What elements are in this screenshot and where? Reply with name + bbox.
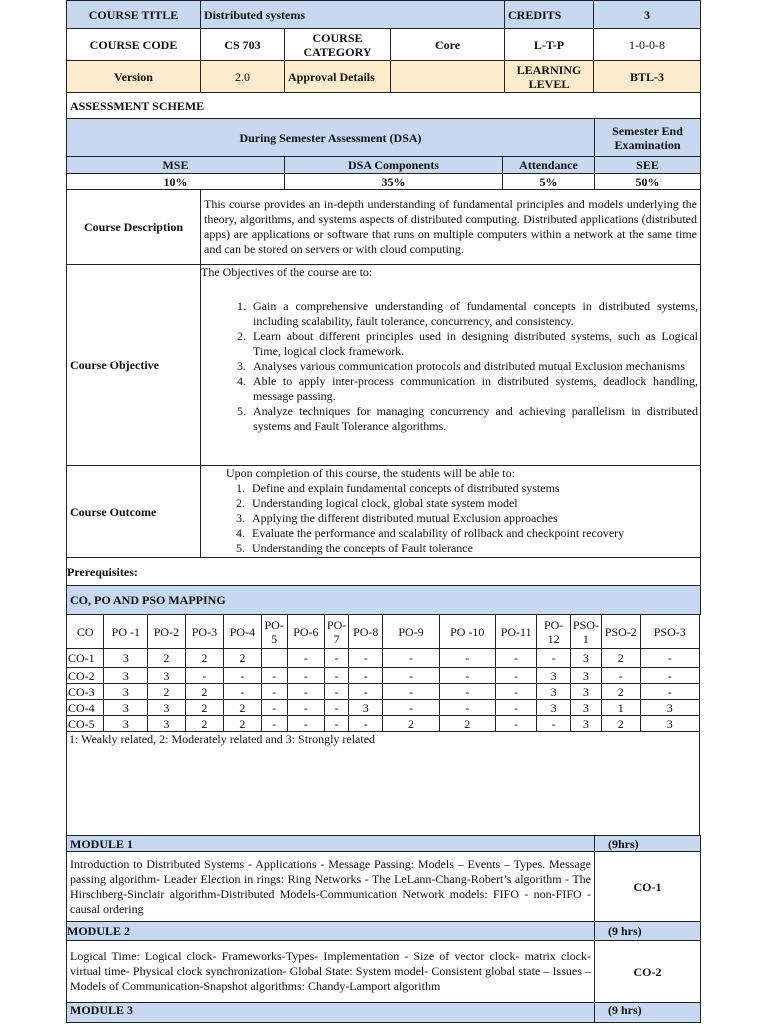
- mapping-cell: -: [602, 668, 641, 684]
- course-category-label: COURSE CATEGORY: [285, 29, 391, 61]
- mapping-cell: -: [349, 668, 383, 684]
- outcome-item: 5. Understanding the concepts of Fault tolerance: [248, 541, 697, 556]
- mapping-cell: -: [640, 668, 699, 684]
- learning-level-value: BTL-3: [594, 61, 701, 93]
- mapping-header: PSO-2: [602, 615, 641, 649]
- mapping-note: 1: Weakly related, 2: Moderately related and 3: Strongly related: [67, 732, 700, 836]
- mapping-cell: 2: [224, 649, 261, 668]
- mapping-cell: -: [640, 649, 699, 668]
- mapping-cell: -: [495, 649, 537, 668]
- module-1-hours: (9hrs): [595, 836, 701, 852]
- mapping-header: PO-8: [349, 615, 383, 649]
- mse-label: MSE: [67, 157, 285, 174]
- mapping-cell: 3: [104, 716, 148, 732]
- mapping-cell: -: [261, 700, 287, 716]
- course-outcome-content: [201, 466, 701, 558]
- mapping-cell: 3: [570, 700, 601, 716]
- approval-label: Approval Details: [285, 61, 391, 93]
- mapping-cell: -: [287, 700, 324, 716]
- mapping-cell: 2: [185, 684, 224, 700]
- mapping-cell: -: [349, 716, 383, 732]
- mse-value: 10%: [67, 174, 285, 190]
- mapping-cell: -: [383, 684, 439, 700]
- mapping-cell: -: [185, 668, 224, 684]
- mapping-header: PO-7: [325, 615, 349, 649]
- mapping-header: PO -1: [104, 615, 148, 649]
- mapping-cell: 3: [104, 700, 148, 716]
- mapping-cell: -: [537, 649, 570, 668]
- prerequisites-label: Prerequisites:: [67, 558, 701, 586]
- version-value: 2.0: [201, 61, 285, 93]
- dsa-components-label: DSA Components: [285, 157, 503, 174]
- mapping-cell: -: [383, 649, 439, 668]
- mapping-cell: 2: [602, 649, 641, 668]
- mapping-cell: 2: [185, 716, 224, 732]
- course-description-label: Course Description: [67, 190, 201, 265]
- mapping-cell: -: [383, 700, 439, 716]
- assessment-table: [66, 92, 701, 190]
- mapping-cell: 3: [570, 668, 601, 684]
- mapping-cell: -: [325, 668, 349, 684]
- mapping-cell: 2: [148, 684, 185, 700]
- mapping-cell: -: [640, 684, 699, 700]
- mapping-cell: 2: [148, 649, 185, 668]
- dsa-components-value: 35%: [285, 174, 503, 190]
- objective-item: 4. Able to apply inter-process communication in distributed systems, deadlock handling, message passing.: [249, 374, 698, 404]
- co-po-mapping-table: [66, 614, 700, 836]
- mapping-cell: [261, 649, 287, 668]
- mapping-cell: -: [287, 668, 324, 684]
- module-1-co: CO-1: [595, 852, 701, 922]
- mapping-header: PO-6: [287, 615, 324, 649]
- attendance-label: Attendance: [503, 157, 595, 174]
- mapping-cell: 2: [224, 716, 261, 732]
- mapping-cell: -: [287, 649, 324, 668]
- mapping-cell: 3: [537, 700, 570, 716]
- modules-table: [66, 835, 701, 1023]
- mapping-cell: 3: [104, 684, 148, 700]
- outcome-item: 3. Applying the different distributed mutual Exclusion approaches: [248, 511, 697, 526]
- objective-item: 2. Learn about different principles used in designing distributed systems, such as Logical Time, logical clock framework.: [249, 329, 698, 359]
- course-title-value: Distributed systems: [201, 1, 505, 29]
- course-objective-content: [201, 265, 701, 466]
- mapping-row: [67, 668, 700, 684]
- mapping-cell: -: [224, 668, 261, 684]
- outcome-item: 1. Define and explain fundamental concepts of distributed systems: [248, 481, 697, 496]
- mapping-cell: 2: [602, 684, 641, 700]
- mapping-co-label: CO-2: [67, 668, 104, 684]
- course-objective-label: Course Objective: [67, 265, 201, 466]
- mapping-cell: 3: [570, 649, 601, 668]
- mapping-cell: 3: [570, 684, 601, 700]
- objective-item: 5. Analyze techniques for managing concurrency and achieving parallelism in distributed systems and Fault Tolerance algorithms.: [249, 404, 698, 434]
- mapping-cell: 3: [537, 684, 570, 700]
- approval-value: [391, 61, 505, 93]
- course-code-value: CS 703: [201, 29, 285, 61]
- module-2-co: CO-2: [595, 941, 701, 1003]
- see-label: SEE: [595, 157, 701, 174]
- mapping-header: PO-12: [537, 615, 570, 649]
- mapping-cell: -: [439, 684, 495, 700]
- outcome-item: 2. Understanding logical clock, global state system model: [248, 496, 697, 511]
- mapping-cell: -: [325, 716, 349, 732]
- course-title-label: COURSE TITLE: [67, 1, 201, 29]
- outcome-intro: Upon completion of this course, the students will be able to:: [226, 466, 515, 480]
- mapping-header: PO-11: [495, 615, 537, 649]
- module-1-title: MODULE 1: [67, 836, 595, 852]
- mapping-cell: 2: [185, 649, 224, 668]
- mapping-row: [67, 649, 700, 668]
- mapping-cell: -: [349, 649, 383, 668]
- mapping-header: PO-3: [185, 615, 224, 649]
- mapping-header-row: [67, 615, 700, 649]
- mapping-cell: -: [287, 684, 324, 700]
- credits-label: CREDITS: [505, 1, 594, 29]
- version-label: Version: [67, 61, 201, 93]
- mapping-cell: 3: [104, 649, 148, 668]
- course-category-value: Core: [391, 29, 505, 61]
- mapping-header: PSO-1: [570, 615, 601, 649]
- mapping-cell: -: [495, 684, 537, 700]
- mapping-co-label: CO-1: [67, 649, 104, 668]
- mapping-co-label: CO-3: [67, 684, 104, 700]
- module-2-text: Logical Time: Logical clock- Frameworks-Types- Implementation - Size of vector clock- matrix clock- virtual time- Physical clock synchronization- Global State: System model- Consistent global state – Issues – Models of Communication-Snapshot algorithms: Chandy-Lamport algorithm: [67, 941, 595, 1003]
- learning-level-label: LEARNING LEVEL: [505, 61, 594, 93]
- module-2-hours: (9 hrs): [595, 922, 701, 941]
- mapping-cell: 2: [224, 700, 261, 716]
- mapping-cell: -: [287, 716, 324, 732]
- mapping-cell: 3: [148, 668, 185, 684]
- objective-item: 3. Analyses various communication protocols and distributed mutual Exclusion mechanisms: [249, 359, 698, 374]
- module-3-title: MODULE 3: [67, 1003, 595, 1023]
- mapping-cell: -: [439, 700, 495, 716]
- ltp-label: L-T-P: [505, 29, 594, 61]
- objective-list: [201, 299, 698, 434]
- mapping-cell: 2: [602, 716, 641, 732]
- mapping-cell: -: [495, 716, 537, 732]
- mapping-cell: -: [383, 668, 439, 684]
- mapping-cell: -: [261, 668, 287, 684]
- mapping-header: CO: [67, 615, 104, 649]
- mapping-header: PO-4: [224, 615, 261, 649]
- mapping-cell: -: [325, 684, 349, 700]
- mapping-co-label: CO-4: [67, 700, 104, 716]
- mapping-header: PSO-3: [640, 615, 699, 649]
- mapping-cell: 2: [439, 716, 495, 732]
- mapping-cell: -: [495, 668, 537, 684]
- course-document: [66, 0, 700, 1023]
- module-3-hours: (9 hrs): [595, 1003, 701, 1023]
- module-1-text: Introduction to Distributed Systems - Applications - Message Passing: Models – Events – Types. Message passing algorithm- Leader Election in rings: Ring Networks - The LeLann-Chang-Robert’s algorithm - The Hirschberg-Sinclair algorithm-Distributed Models-Communication Network models: FIFO - non-FIFO - causal ordering: [67, 852, 595, 922]
- credits-value: 3: [594, 1, 701, 29]
- mapping-cell: -: [537, 716, 570, 732]
- mapping-cell: -: [439, 668, 495, 684]
- mapping-header: PO -10: [439, 615, 495, 649]
- mapping-cell: 3: [640, 716, 699, 732]
- mapping-header: PO-9: [383, 615, 439, 649]
- see-value: 50%: [595, 174, 701, 190]
- mapping-cell: -: [261, 684, 287, 700]
- mapping-cell: 2: [383, 716, 439, 732]
- see-heading: Semester End Examination: [595, 119, 701, 157]
- course-header-table: [66, 0, 701, 93]
- mapping-cell: -: [349, 684, 383, 700]
- mapping-row: [67, 684, 700, 700]
- mapping-cell: 3: [640, 700, 699, 716]
- mapping-row: [67, 700, 700, 716]
- mapping-body: [67, 649, 700, 732]
- outcome-item: 4. Evaluate the performance and scalability of rollback and checkpoint recovery: [248, 526, 697, 541]
- ltp-value: 1-0-0-8: [594, 29, 701, 61]
- mapping-cell: -: [439, 649, 495, 668]
- mapping-cell: -: [495, 700, 537, 716]
- mapping-cell: 3: [148, 716, 185, 732]
- mapping-cell: 1: [602, 700, 641, 716]
- mapping-header: PO-5: [261, 615, 287, 649]
- module-2-title: MODULE 2: [67, 922, 595, 941]
- dsa-heading: During Semester Assessment (DSA): [67, 119, 595, 157]
- mapping-title: CO, PO AND PSO MAPPING: [67, 586, 701, 615]
- objective-item: 1. Gain a comprehensive understanding of fundamental concepts in distributed systems, including scalability, fault tolerance, concurrency, and consistency.: [249, 299, 698, 329]
- attendance-value: 5%: [503, 174, 595, 190]
- assessment-title: ASSESSMENT SCHEME: [67, 93, 701, 119]
- course-description-text: This course provides an in-depth understanding of fundamental principles and models underlying the theory, algorithms, and systems aspects of distributed computing. Distributed applications (distributed apps) are applications or software that runs on multiple computers within a network at the same time and can be stored on servers or with cloud computing.: [201, 190, 701, 265]
- mapping-row: [67, 716, 700, 732]
- mapping-cell: 3: [148, 700, 185, 716]
- course-outcome-label: Course Outcome: [67, 466, 201, 558]
- objective-intro: The Objectives of the course are to:: [201, 265, 373, 279]
- course-details-table: [66, 189, 701, 615]
- mapping-cell: -: [325, 649, 349, 668]
- mapping-cell: 3: [537, 668, 570, 684]
- outcome-list: [204, 481, 697, 556]
- mapping-cell: -: [261, 716, 287, 732]
- mapping-cell: 3: [570, 716, 601, 732]
- course-code-label: COURSE CODE: [67, 29, 201, 61]
- mapping-cell: -: [325, 700, 349, 716]
- mapping-header: PO-2: [148, 615, 185, 649]
- mapping-co-label: CO-5: [67, 716, 104, 732]
- mapping-cell: 3: [104, 668, 148, 684]
- mapping-cell: 3: [349, 700, 383, 716]
- mapping-cell: 2: [185, 700, 224, 716]
- mapping-cell: -: [224, 684, 261, 700]
